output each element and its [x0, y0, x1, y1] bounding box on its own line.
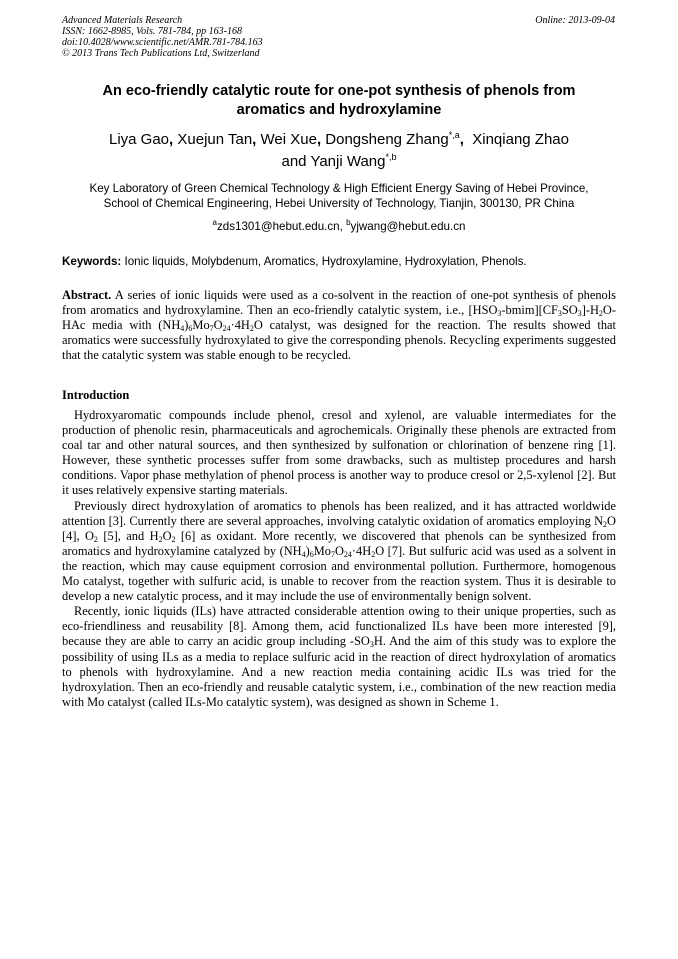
abstract-text: ]-H — [581, 303, 599, 318]
subscript: 24 — [343, 549, 352, 559]
author-name: Dongsheng Zhang — [325, 131, 449, 148]
author-separator: , — [252, 131, 257, 148]
title-line-2: aromatics and hydroxylamine — [236, 102, 442, 118]
subscript: 2 — [249, 324, 254, 334]
keywords-label: Keywords: — [62, 255, 122, 268]
abstract-text: SO — [561, 303, 578, 318]
keywords — [62, 254, 616, 269]
subscript: 24 — [222, 324, 231, 334]
authors-line-2 — [62, 151, 616, 173]
author-name: Yanji Wang — [310, 153, 386, 170]
paragraph: Hydroxyaromatic compounds include phenol, cresol and xylenol, are valuable intermediates for the production of phenolic resin, pharmaceuticals and agrochemicals. Originally these phenols are extracted from coal tar and other natural sources, and then synthesized by sulfonation or chlorination of benzene ring [1]. However, these synthetic processes suffer from some drawbacks, such as multistep procedures and harsh conditions. Vapor phase methylation of phenol process is another way to produce cresol or 2,5-xylenol [2]. But it uses relatively expensive starting materials. — [62, 408, 616, 498]
email-mark: a — [212, 218, 217, 227]
affiliation-line-1: Key Laboratory of Green Chemical Technology & High Efficient Energy Saving of Hebei Province, — [89, 182, 589, 195]
paragraph-text: O [7]. But sulfuric acid was used as a solvent in the reaction, which may cause equipment corrosion and environmental pollution. Furthermore, homogenous Mo catalyst, together with sulfuric acid, is unable to recover from the reaction system. Thus it is desirable to develop a new catalytic process, and it may include the use of environmentally benign solvent. — [62, 543, 617, 604]
subscript: 2 — [171, 534, 176, 544]
subscript: 2 — [158, 534, 163, 544]
author-name: Xinqiang Zhao — [472, 131, 569, 148]
issn-line: ISSN: 1662-8985, Vols. 781-784, pp 163-168 — [62, 26, 242, 37]
author-name: Xuejun Tan — [177, 131, 253, 148]
paper-title — [62, 82, 616, 120]
paragraph-text: ) — [305, 543, 310, 558]
subscript: 7 — [330, 549, 335, 559]
abstract-text: O — [213, 318, 223, 333]
paragraph-text: Recently, ionic liquids (ILs) have attracted considerable attention owing to their unique properties, such as eco-friendliness and reusability [8]. Among them, acid functionalized ILs have been more interested [9], because they are able to carry an acidic group including -SO — [62, 604, 616, 649]
subscript: 2 — [93, 534, 98, 544]
copyright-line: © 2013 Trans Tech Publications Ltd, Switzerland — [62, 48, 260, 59]
paragraph-text: Previously direct hydroxylation of aromatics to phenols has been realized, and it has attracted worldwide attention [3]. Currently there are several approaches, involving catalytic oxidation of aromatics employing N — [62, 498, 616, 528]
paragraph-text: Mo — [313, 543, 331, 558]
subscript: 2 — [598, 309, 603, 319]
abstract — [62, 288, 616, 363]
online-date-header — [535, 15, 615, 26]
abstract-text: O catalyst, was designed for the reaction. The results showed that aromatics were successfully hydroxylated to give the corresponding phenols. Recycling experiments suggested that the catalytic system was stable enough to be recycled. — [62, 318, 616, 363]
online-date: Online: 2013-09-04 — [535, 15, 615, 26]
abstract-label: Abstract. — [62, 288, 112, 302]
subscript: 6 — [309, 549, 314, 559]
paragraph-text: [5], and H — [97, 528, 159, 543]
subscript: 2 — [371, 549, 376, 559]
abstract-text: ·4H — [230, 318, 250, 333]
author-mark: *,b — [385, 152, 397, 162]
subscript: 6 — [188, 324, 193, 334]
subscript: 3 — [497, 309, 502, 319]
author-separator: , — [316, 131, 322, 148]
doi-line: doi:10.4028/www.scientific.net/AMR.781-784.163 — [62, 37, 263, 48]
paragraph-text: O — [162, 528, 172, 543]
paragraph-text: O — [334, 543, 344, 558]
email-address: yjwang@hebut.edu.cn — [350, 220, 466, 233]
author-name: Liya Gao — [108, 131, 170, 148]
author-name: Wei Xue — [260, 131, 317, 148]
paragraph-text: [6] as oxidant. More recently, we discovered that phenols can be synthesized from aromatics and hydroxylamine catalyzed by (NH — [62, 528, 616, 558]
abstract-text: Mo — [192, 318, 210, 333]
paragraph-text: O [4], O — [62, 513, 616, 543]
abstract-text: O-HAc media with (NH — [62, 303, 616, 333]
email-address: zds1301@hebut.edu.cn, — [216, 220, 343, 233]
author-separator: , — [459, 131, 464, 148]
subscript: 3 — [557, 309, 562, 319]
paragraph — [62, 499, 616, 605]
email-mark: b — [346, 218, 351, 227]
author-list — [62, 129, 616, 173]
author-emails — [62, 219, 616, 234]
subscript: 3 — [369, 640, 374, 650]
journal-header — [62, 15, 422, 59]
paragraph — [62, 604, 616, 710]
subscript: 4 — [180, 324, 185, 334]
author-separator: , — [169, 131, 174, 148]
abstract-text: -bmim][CF — [501, 303, 558, 318]
section-heading-introduction: Introduction — [62, 388, 130, 402]
affiliation — [62, 181, 616, 211]
abstract-text: A series of ionic liquids were used as a co-solvent in the reaction of one-pot synthesis of phenols from aromatics and hydroxylamine. Then an eco-friendly catalytic system, i.e., [HSO — [62, 288, 616, 318]
abstract-text: ) — [184, 318, 189, 333]
title-line-1: An eco-friendly catalytic route for one-pot synthesis of phenols from — [102, 83, 576, 99]
subscript: 2 — [603, 519, 608, 529]
paragraph-text: H. And the aim of this study was to explore the possibility of using ILs as a media to replace sulfuric acid in the reaction of direct hydroxylation of aromatics to phenols with hydroxylamine. And a new reaction media containing acidic ILs was tried for the hydroxylation. Then an eco-friendly and reusable catalytic system, i.e., combination of the new reaction media with Mo catalyst (called ILs-Mo catalytic system), was designed as shown in Scheme 1. — [62, 634, 616, 709]
introduction-body — [62, 408, 616, 710]
author-mark: *,a — [448, 130, 460, 140]
keywords-text: Ionic liquids, Molybdenum, Aromatics, Hydroxylamine, Hydroxylation, Phenols. — [124, 255, 527, 268]
journal-name: Advanced Materials Research — [62, 15, 183, 26]
author-joiner: and — [281, 153, 307, 170]
subscript: 4 — [301, 549, 306, 559]
affiliation-line-2: School of Chemical Engineering, Hebei University of Technology, Tianjin, 300130, PR China — [103, 197, 575, 210]
subscript: 7 — [209, 324, 214, 334]
subscript: 3 — [577, 309, 582, 319]
authors-line-1 — [62, 129, 616, 151]
paragraph-text: ·4H — [351, 543, 372, 558]
